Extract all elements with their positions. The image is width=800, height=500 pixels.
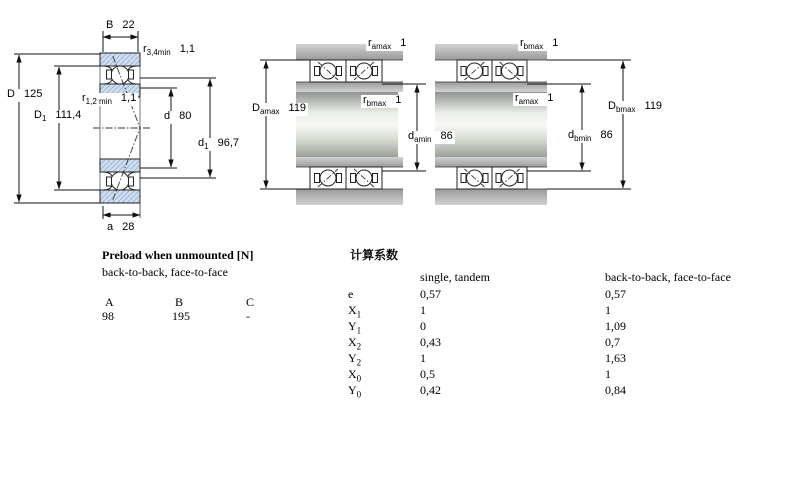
dim-label-dbmin: $d_{bmin}$ 86 (568, 129, 613, 144)
factor-row-value1: 0 (420, 319, 426, 333)
factor-row-label: $X_0$ (348, 367, 362, 384)
factor-row-value1: 1 (420, 351, 426, 365)
factor-row-label: $X_1$ (348, 303, 362, 320)
factors-col2-header: back-to-back, face-to-face (605, 270, 731, 284)
factor-row-label: e (348, 287, 354, 301)
mounting-diagram-right (435, 44, 631, 205)
factor-row-value2: 1 (605, 367, 611, 381)
dim-label-B: B 22 (104, 20, 137, 33)
factor-row-value1: 0,43 (420, 335, 441, 349)
dim-label-ramax-left: $r_{amax}$ 1 (368, 37, 407, 52)
factor-row-value1: 0,57 (420, 287, 441, 301)
preload-title: Preload when unmounted [N] (102, 248, 254, 262)
factors-col1-header: single, tandem (420, 270, 490, 284)
dim-label-ramax-right: $r_{amax}$ 1 (515, 92, 554, 107)
dim-label-D: D 125 (5, 89, 44, 102)
dim-label-rbmax-right: $r_{bmax}$ 1 (520, 37, 559, 52)
factor-row-value1: 0,5 (420, 367, 435, 381)
factor-row-value1: 0,42 (420, 383, 441, 397)
factor-row-value1: 1 (420, 303, 426, 317)
dim-label-a: a 28 (105, 222, 136, 235)
factor-row-label: $Y_1$ (348, 319, 362, 336)
bearing-cross-section-diagram (14, 31, 216, 219)
dim-label-D1: $D_1$ 111,4 (34, 109, 82, 124)
factor-row-value2: 0,7 (605, 335, 620, 349)
dim-label-rbmax-left: $r_{bmax}$ 1 (363, 94, 402, 109)
factor-row-label: $X_2$ (348, 335, 362, 352)
dim-label-d: d 80 (162, 111, 193, 124)
dim-label-r34: $r_{3,4min}$ 1,1 (143, 43, 195, 58)
dim-label-Damax: $D_{amax}$ 119 (252, 102, 307, 117)
mounting-diagram-left (260, 44, 426, 205)
factor-row-value2: 1,09 (605, 319, 626, 333)
factors-title: 计算系数 (350, 248, 399, 262)
preload-val-C: - (246, 309, 250, 323)
factor-row-value2: 1 (605, 303, 611, 317)
dim-label-r12: $r_{1,2 min}$ 1,1 (82, 92, 137, 107)
factor-row-value2: 0,84 (605, 383, 626, 397)
dim-label-damin: $d_{amin}$ 86 (408, 130, 453, 145)
dim-label-Dbmax: $D_{bmax}$ 119 (608, 100, 663, 115)
preload-val-B: 195 (172, 309, 190, 323)
dim-label-d1: $d_1$ 96,7 (198, 137, 239, 152)
factor-row-value2: 0,57 (605, 287, 626, 301)
factor-row-label: $Y_0$ (348, 383, 362, 400)
factor-row-value2: 1,63 (605, 351, 626, 365)
preload-col-A: A (105, 295, 114, 309)
preload-subtitle: back-to-back, face-to-face (102, 265, 228, 279)
factor-row-label: $Y_2$ (348, 351, 362, 368)
preload-col-B: B (175, 295, 184, 309)
preload-val-A: 98 (102, 309, 114, 323)
preload-col-C: C (246, 295, 255, 309)
